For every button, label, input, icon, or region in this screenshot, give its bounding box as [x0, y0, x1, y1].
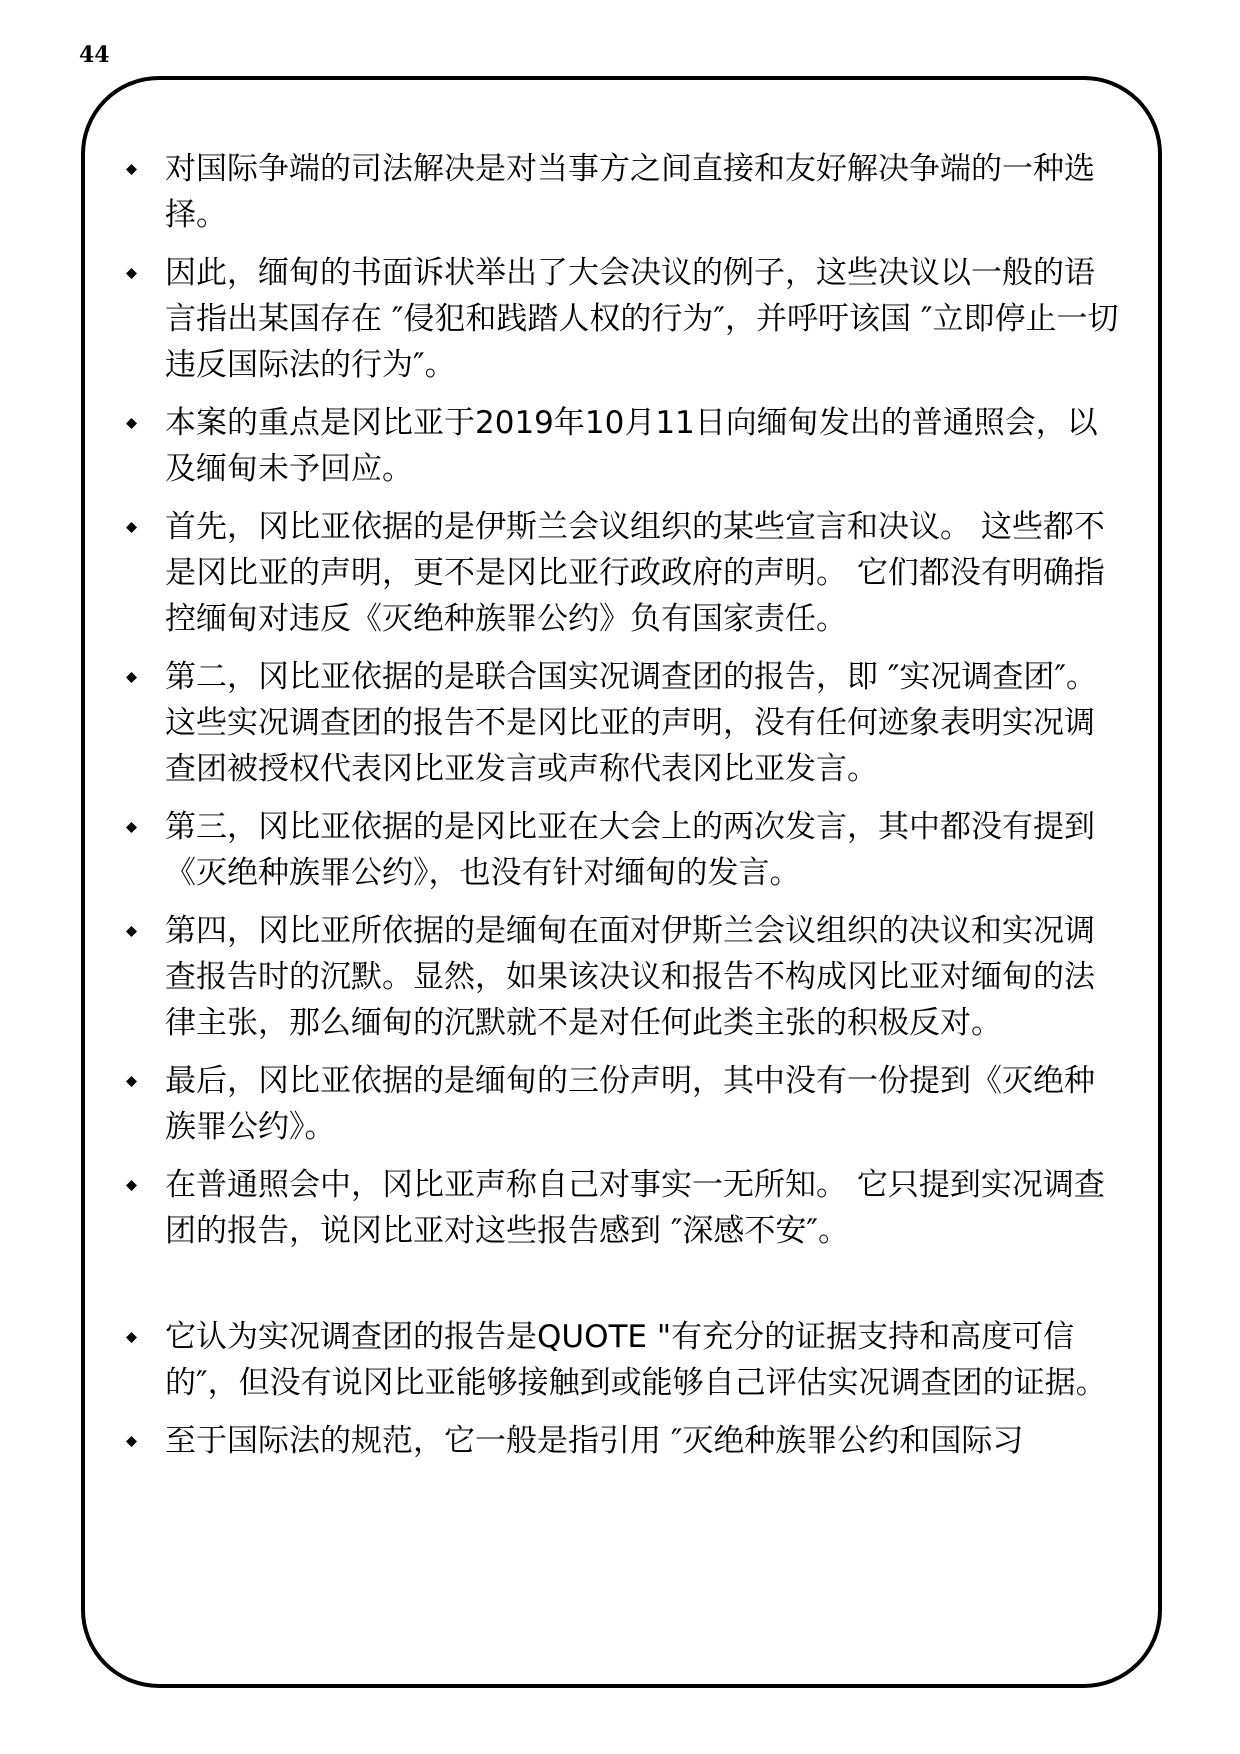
diamond-bullet-icon: [126, 822, 137, 833]
bullet-text: 最后，冈比亚依据的是缅甸的三份声明，其中没有一份提到《灭绝种族罪公约》。: [165, 1063, 1095, 1145]
bullet-text: 第二，冈比亚依据的是联合国实况调查团的报告，即 ″实况调查团″。 这些实况调查团的报告不是冈比亚的声明，没有任何迹象表明实况调查团被授权代表冈比亚发言或声称代表冈比亚发言。: [165, 659, 1098, 787]
bullet-text: 第三，冈比亚依据的是冈比亚在大会上的两次发言，其中都没有提到《灭绝种族罪公约》，也没有针对缅甸的发言。: [165, 809, 1095, 891]
bullet-text: 至于国际法的规范，它一般是指引用 ″灭绝种族罪公约和国际习: [165, 1423, 1024, 1459]
bullet-item: [122, 1162, 1122, 1254]
bullet-text: 首先，冈比亚依据的是伊斯兰会议组织的某些宣言和决议。 这些都不是冈比亚的声明，更不是冈比亚行政政府的声明。 它们都没有明确指控缅甸对违反《灭绝种族罪公约》负有国家责任。: [165, 509, 1105, 637]
diamond-bullet-icon: [126, 1180, 137, 1191]
bullet-text: 第四，冈比亚所依据的是缅甸在面对伊斯兰会议组织的决议和实况调查报告时的沉默。显然，如果该决议和报告不构成冈比亚对缅甸的法律主张，那么缅甸的沉默就不是对任何此类主张的积极反对。: [165, 913, 1095, 1041]
bullet-item: [122, 250, 1122, 388]
bullet-list: [122, 146, 1122, 1476]
bullet-item: [122, 908, 1122, 1046]
bullet-item: [122, 504, 1122, 642]
bullet-text: 因此，缅甸的书面诉状举出了大会决议的例子，这些决议以一般的语言指出某国存在 ″侵犯和践踏人权的行为″，并呼吁该国 ″立即停止一切违反国际法的行为″。: [165, 255, 1119, 383]
bullet-text: 本案的重点是冈比亚于2019年10月11日向缅甸发出的普通照会，以及缅甸未予回应。: [165, 405, 1098, 487]
bullet-item: [122, 400, 1122, 492]
diamond-bullet-icon: [126, 1332, 137, 1343]
bullet-text: 它认为实况调查团的报告是QUOTE "有充分的证据支持和高度可信的″，但没有说冈比亚能够接触到或能够自己评估实况调查团的证据。: [165, 1319, 1107, 1401]
bullet-item: [122, 804, 1122, 896]
diamond-bullet-icon: [126, 1076, 137, 1087]
diamond-bullet-icon: [126, 522, 137, 533]
bullet-item: [122, 654, 1122, 792]
diamond-bullet-icon: [126, 926, 137, 937]
diamond-bullet-icon: [126, 418, 137, 429]
diamond-bullet-icon: [126, 672, 137, 683]
page-number: 44: [79, 42, 110, 68]
bullet-item: [122, 1314, 1122, 1406]
bullet-text: 对国际争端的司法解决是对当事方之间直接和友好解决争端的一种选择。: [165, 151, 1095, 233]
bullet-item: [122, 146, 1122, 238]
bullet-text: 在普通照会中，冈比亚声称自己对事实一无所知。 它只提到实况调查团的报告，说冈比亚对这些报告感到 ″深感不安″。: [165, 1167, 1105, 1249]
diamond-bullet-icon: [126, 164, 137, 175]
bullet-item: [122, 1058, 1122, 1150]
diamond-bullet-icon: [126, 268, 137, 279]
bullet-item: [122, 1418, 1122, 1464]
diamond-bullet-icon: [126, 1436, 137, 1447]
